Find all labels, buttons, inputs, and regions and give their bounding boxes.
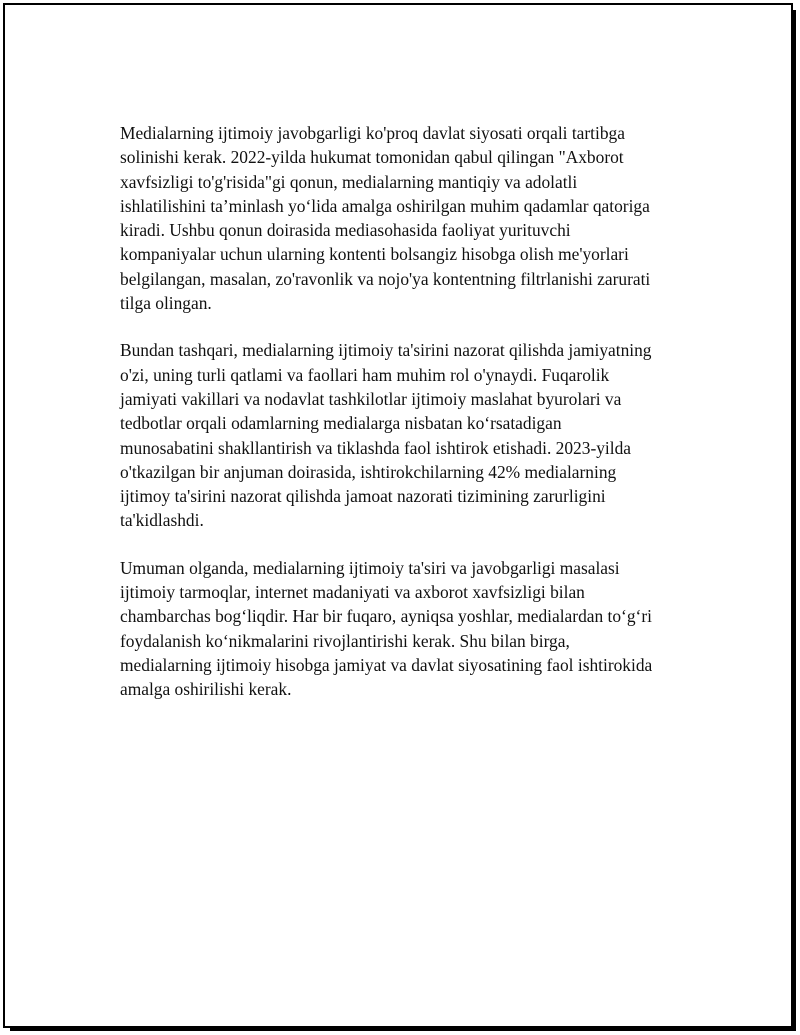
document-body bbox=[120, 121, 692, 725]
paragraph-3: Umuman olganda, medialarning ijtimoiy ta'siri va javobgarligi masalasi ijtimoiy tarmoqlar, internet madaniyati va axborot xavfsizligi bilan chambarchas bogʻliqdir. Har bir fuqaro, ayniqsa yoshlar, medialardan toʻgʻri foydalanish koʻnikmalarini rivojlantirishi kerak. Shu bilan birga, medialarning ijtimoiy hisobga jamiyat va davlat siyosatining faol ishtirokida amalga oshirilishi kerak. bbox=[120, 557, 653, 700]
paragraph-2: Bundan tashqari, medialarning ijtimoiy ta'sirini nazorat qilishda jamiyatning o'zi, uning turli qatlami va faollari ham muhim rol o'ynaydi. Fuqarolik jamiyati vakillari va nodavlat tashkilotlar ijtimoiy maslahat byurolari va tedbotlar orqali odamlarning medialarga nisbatan koʻrsatadigan munosabatini shakllantirish va tiklashda faol ishtirok etishadi. 2023-yilda o'tkazilgan bir anjuman doirasida, ishtirokchilarning 42% medialarning ijtimoy ta'sirini nazorat qilishda jamoat nazorati tizimining zarurligini ta'kidlashdi. bbox=[120, 340, 652, 531]
document-page bbox=[3, 3, 793, 1028]
paragraph-1: Medialarning ijtimoiy javobgarligi ko'proq davlat siyosati orqali tartibga solinishi kerak. 2022-yilda hukumat tomonidan qabul qilingan "Axborot xavfsizligi to'g'risida"gi qonun, medialarning mantiqiy va adolatli ishlatilishini taʼminlash yoʻlida amalga oshirilgan muhim qadamlar qatoriga kiradi. Ushbu qonun doirasida mediasohasida faoliyat yurituvchi kompaniyalar uchun ularning kontenti bolsangiz hisobga olish me'yorlari belgilangan, masalan, zo'ravonlik va nojo'ya kontentning filtrlanishi zarurati tilga olingan. bbox=[120, 123, 651, 314]
